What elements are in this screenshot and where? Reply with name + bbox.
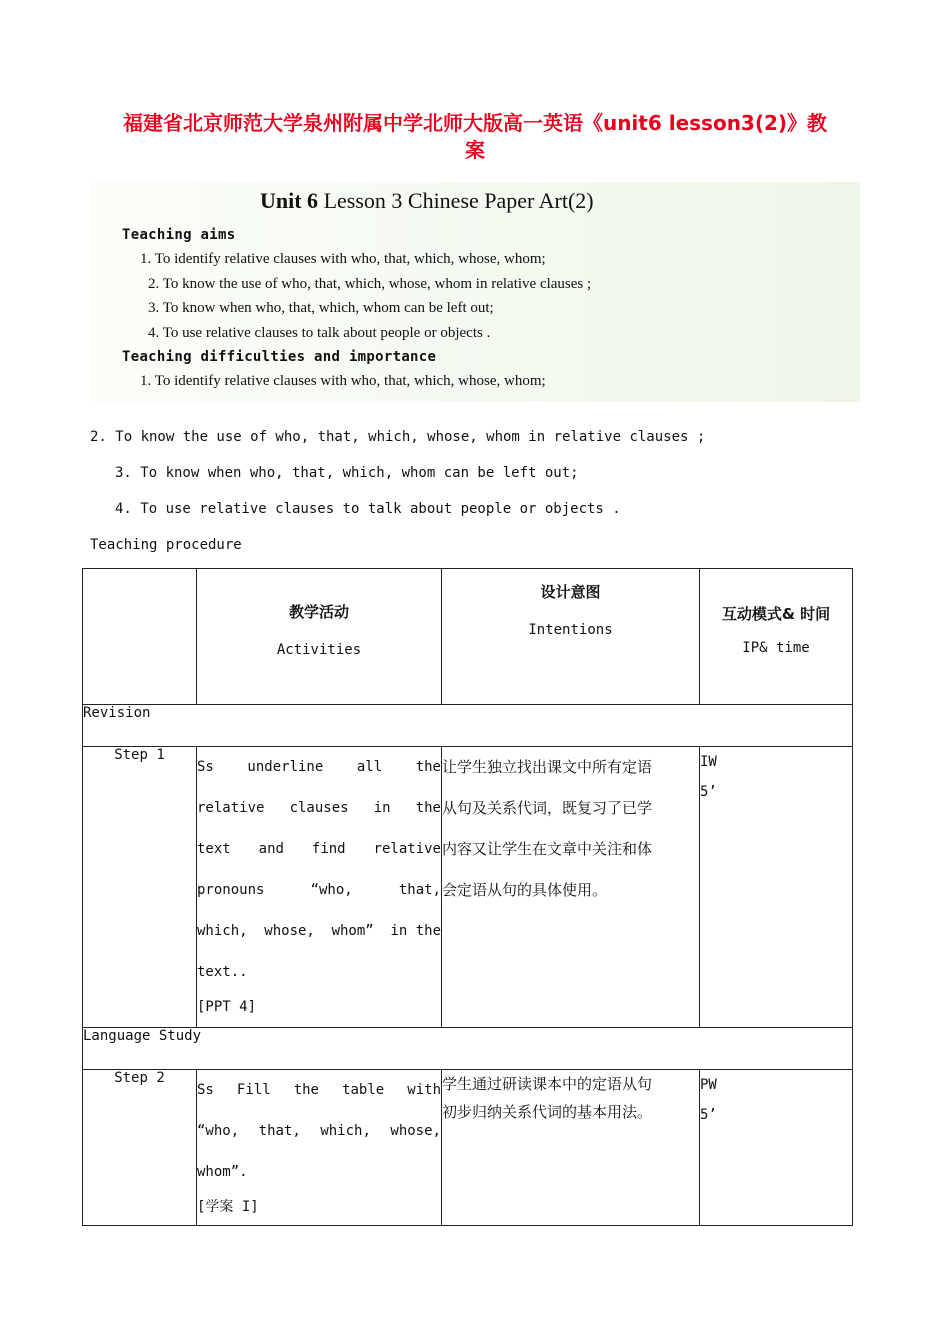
teaching-aims-label: Teaching aims (122, 227, 236, 243)
image-heading-rest: Lesson 3 Chinese Paper Art(2) (318, 188, 594, 213)
procedure-label: Teaching procedure (90, 537, 242, 553)
activity-line: text and find relative (197, 841, 441, 857)
section-row-revision (83, 705, 853, 747)
aim-item-3: 3. To know when who, that, which, whom can be left out; (148, 300, 494, 316)
body-line-3: 3. To know when who, that, which, whom can be left out; (115, 465, 579, 481)
ip-time-cell (700, 747, 853, 1028)
ip-time: 5’ (700, 1107, 717, 1123)
image-heading (260, 188, 594, 214)
header-intentions-cn: 设计意图 (540, 583, 601, 601)
activity-line: Ss Fill the table with (197, 1082, 441, 1098)
ip-mode: PW (700, 1077, 717, 1093)
header-ip-time (700, 569, 853, 705)
header-activities-en: Activities (276, 642, 362, 658)
intention-line: 会定语从句的具体使用。 (442, 881, 608, 899)
intention-cell (442, 747, 700, 1028)
section-name: Language Study (83, 1028, 853, 1070)
aim-item-4: 4. To use relative clauses to talk about people or objects . (148, 325, 491, 341)
document-title-line-1: 福建省北京师范大学泉州附属中学北师大版高一英语《unit6 lesson3(2)》教 (122, 111, 828, 135)
activity-cell (197, 747, 442, 1028)
intention-line: 学生通过研读课本中的定语从句 (442, 1075, 653, 1093)
header-ip-en: IP& time (742, 640, 810, 656)
intention-line: 从句及关系代词，既复习了已学 (442, 799, 653, 817)
aim-item-1: 1. To identify relative clauses with who, that, which, whose, whom; (140, 251, 546, 267)
body-line-4: 4. To use relative clauses to talk about people or objects . (115, 501, 621, 517)
embedded-lesson-image (90, 182, 860, 402)
activity-cell (197, 1070, 442, 1226)
ip-time: 5’ (700, 784, 717, 800)
body-line-2: 2. To know the use of who, that, which, whose, whom in relative clauses ; (90, 429, 706, 445)
watermark (672, 193, 828, 321)
table-row-step-2 (83, 1070, 853, 1226)
aim-item-2: 2. To know the use of who, that, which, whose, whom in relative clauses ; (148, 276, 592, 292)
activity-ref: [学案 I] (197, 1199, 259, 1215)
table-row-step-1 (83, 747, 853, 1028)
activity-tail: whom”. (197, 1164, 248, 1180)
section-row-language-study (83, 1028, 853, 1070)
teaching-difficulties-label: Teaching difficulties and importance (122, 349, 437, 365)
activity-line: Ss underline all the (197, 759, 441, 775)
intention-line: 内容又让学生在文章中关注和体 (442, 840, 653, 858)
difficulty-item-1: 1. To identify relative clauses with who, that, which, whose, whom; (140, 373, 546, 389)
intention-line: 让学生独立找出课文中所有定语 (442, 758, 653, 776)
image-heading-bold: Unit 6 (260, 188, 319, 213)
header-intentions (442, 569, 700, 705)
header-ip-cn: 互动模式& 时间 (721, 605, 831, 623)
intention-line: 初步归纳关系代词的基本用法。 (442, 1103, 653, 1121)
activity-line: “who, that, which, whose, (197, 1123, 441, 1139)
document-title-line-2: 案 (465, 138, 485, 162)
step-label: Step 1 (83, 747, 197, 1028)
header-empty-cell (83, 569, 197, 705)
activity-ref: [PPT 4] (197, 999, 257, 1015)
ip-mode: IW (700, 754, 717, 770)
header-activities (197, 569, 442, 705)
activity-line: which, whose, whom” in the (197, 923, 441, 939)
procedure-table (82, 568, 853, 1226)
section-name: Revision (83, 705, 853, 747)
activity-tail: text.. (197, 964, 248, 980)
step-label: Step 2 (83, 1070, 197, 1226)
header-intentions-en: Intentions (528, 622, 613, 638)
header-activities-cn: 教学活动 (288, 603, 349, 621)
ip-time-cell (700, 1070, 853, 1226)
intention-cell (442, 1070, 700, 1226)
activity-line: relative clauses in the (197, 800, 441, 816)
document-title (60, 110, 890, 164)
activity-line: pronouns “who, that, (197, 882, 441, 898)
table-header-row (83, 569, 853, 705)
